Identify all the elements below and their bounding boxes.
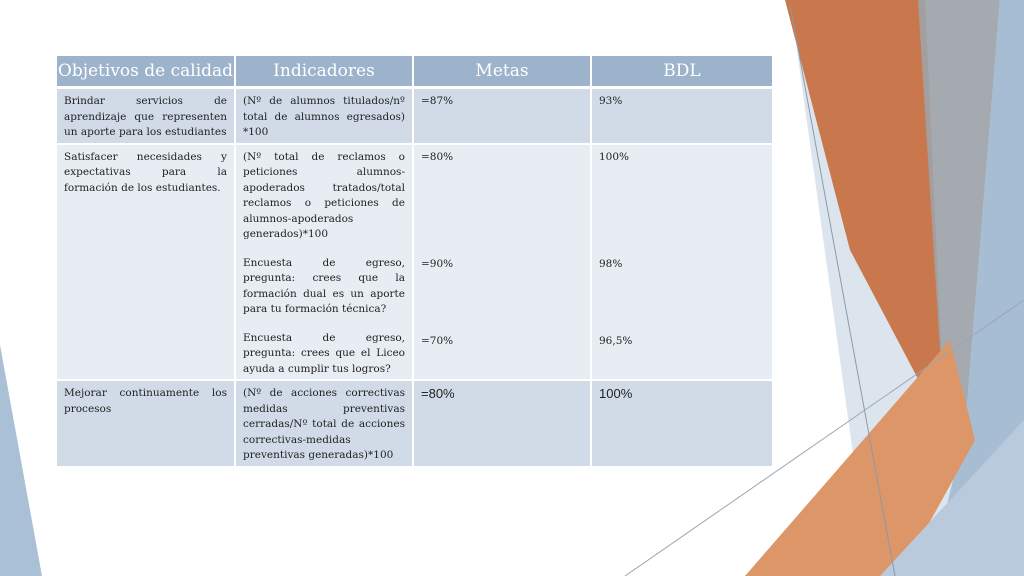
header-metas: Metas <box>413 56 591 88</box>
bdl-value: 100% <box>599 150 630 163</box>
indicator-text: (Nº total de reclamos o peticiones alumnos-apoderados tratados/total reclamos o peticiones de alumnos-apoderados generados)*100 <box>243 150 405 240</box>
indicator-text: Encuesta de egreso, pregunta: crees que la formación dual es un aporte para tu formación técnica? <box>243 256 405 315</box>
header-bdl: BDL <box>591 56 772 88</box>
meta-cell <box>413 380 591 467</box>
bdl-cell <box>591 380 772 467</box>
bdl-cell <box>591 88 772 144</box>
indicator-cell <box>235 144 413 381</box>
meta-value: =90% <box>421 258 454 270</box>
objective-cell: Satisfacer necesidades y expectativas para la formación de los estudiantes. <box>57 144 235 381</box>
meta-cell <box>413 144 591 381</box>
indicator-text: (Nº de alumnos titulados/nº total de alumnos egresados) *100 <box>243 95 405 138</box>
objective-cell: Brindar servicios de aprendizaje que representen un aporte para los estudiantes <box>57 88 235 144</box>
bdl-cell <box>591 144 772 381</box>
table-row <box>57 88 772 144</box>
bdl-value: 96,5% <box>599 334 633 347</box>
table-header-row <box>57 56 772 88</box>
indicator-text: (Nº de acciones correctivas medidas preventivas cerradas/Nº total de acciones correctivas-medidas preventivas generadas)*100 <box>243 387 405 461</box>
bdl-value: 98% <box>599 258 623 270</box>
quality-objectives-table <box>57 56 772 468</box>
left-blue-shape <box>0 345 42 576</box>
indicator-cell <box>235 380 413 467</box>
meta-value: =80% <box>421 386 455 401</box>
table-row <box>57 144 772 381</box>
objective-cell: Mejorar continuamente los procesos <box>57 380 235 467</box>
header-objetivos: Objetivos de calidad <box>57 56 235 88</box>
meta-cell <box>413 88 591 144</box>
meta-value: =70% <box>421 334 454 347</box>
meta-value: =80% <box>421 150 454 163</box>
header-indicadores: Indicadores <box>235 56 413 88</box>
indicator-cell <box>235 88 413 144</box>
meta-value: =87% <box>421 95 454 107</box>
bdl-value: 93% <box>599 95 623 107</box>
bdl-value: 100% <box>599 386 633 401</box>
table-row <box>57 380 772 467</box>
indicator-text: Encuesta de egreso, pregunta: crees que el Liceo ayuda a cumplir tus logros? <box>243 331 405 375</box>
